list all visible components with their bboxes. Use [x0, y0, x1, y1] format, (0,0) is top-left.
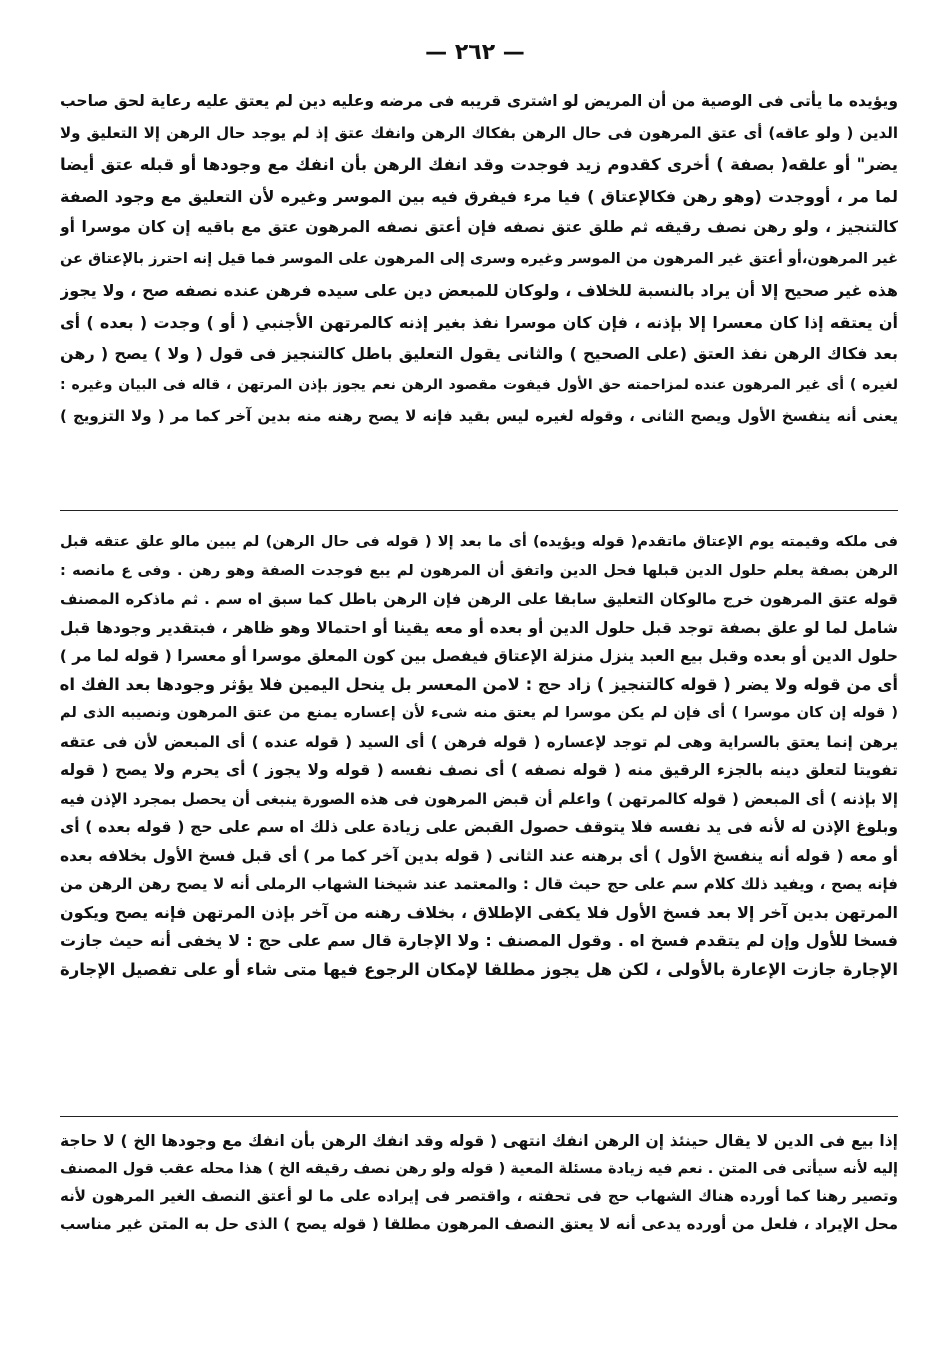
commentary-line: الرهن بصفة يعلم حلول الدين قبلها فحل الدين واتفق أن المرهون لم يبع فوجدت الصفة وهو رهن . وفى ع مانصه : — [60, 562, 898, 579]
commentary-line: قوله عتق المرهون خرج مالوكان التعليق سابقا على الرهن فإن الرهن باطل كما سبق اه سم . ثم ماذكره المصنف — [60, 590, 898, 608]
commentary-block — [60, 528, 898, 984]
main-text-line: يعنى أنه ينفسخ الأول ويصح الثانى ، وقوله لغيره ليس بقيد فإنه لا يصح رهنه منه بدين آخر كما مر ( ولا التزويج ) — [60, 407, 898, 425]
main-text-line: غير المرهون،أو أعتق غير المرهون من الموسر وغيره وسرى إلى المرهون على الموسر فما قيل إنه احترز بالإعتاق عن — [60, 250, 898, 267]
commentary-line: شامل لما لو علق بصفة توجد قبل حلول الدين أو بعده أو معه يقينا أو احتمالا وهو ظاهر ، فبتقدير وجودها قبل — [60, 618, 898, 637]
commentary-line: فى ملكه وقيمته يوم الإعتاق ماتقدم( قوله ويؤيده) أى ما بعد إلا ( قوله فى حال الرهن) لم يبين مالو علق عتقه قبل — [60, 534, 898, 550]
main-text-line: لغيره ) أى غير المرهون عنده لمزاحمته حق الأول فيفوت مقصود الرهن نعم يجوز بإذن المرتهن ، قاله فى البيان وغيره : — [60, 376, 898, 393]
commentary-line: أو معه ( قوله أنه ينفسخ الأول ) أى برهنه عند الثانى ( قوله بدين آخر كما مر ) أى قبل فسخ الأول بخلافه بعده — [60, 846, 898, 865]
main-text-line: يضر" أو علقه( بصفة ) أخرى كقدوم زيد فوجدت وقد انفك الرهن بأن انفك مع وجودها أو قبله عتق أيضا — [60, 155, 898, 174]
commentary-line: يرهن إنما يعتق بالسراية وهى لم توجد لإعساره ( قوله فرهن ) أى السيد ( قوله عنده ) أى المبعض لأن فى عتقه — [60, 732, 898, 751]
main-text-line: الدين ( ولو عاقه) أى عتق المرهون فى حال الرهن بفكاك الرهن وانفك عتق إذ لم يوجد حال الرهن إلا التعليق ولا — [60, 123, 898, 142]
footnote-line: إليه لأنه سيأتى فى المتن . نعم فيه زيادة مسئلة المعية ( قوله ولو رهن نصف رقيقه الخ ) هذا محله عقب قول المصنف — [60, 1160, 898, 1177]
footnote-line: وتصير رهنا كما أورده هناك الشهاب حج فى تحفته ، واقتصر فى إيراده على ما لو أعتق النصف الغير المرهون لأنه — [60, 1187, 898, 1205]
commentary-line: إلا بإذنه ) أى المبعض ( قوله كالمرتهن ) واعلم أن قبض المرهون فى هذه الصورة ينبغى أن يحصل بمجرد الإذن فيه — [60, 789, 898, 808]
main-text-line: ويؤيده ما يأتى فى الوصية من أن المريض لو اشترى قريبه فى مرضه وعليه دين لم يعتق عليه رعاية لحق صاحب — [60, 92, 898, 110]
commentary-line: الإجارة جازت الإعارة بالأولى ، لكن هل يجوز مطلقا لإمكان الرجوع فيها متى شاء أو على تفصيل الإجارة — [60, 959, 898, 979]
commentary-line: المرتهن بدين آخر إلا بعد فسخ الأول فلا يكفى الإطلاق ، بخلاف رهنه من آخر بإذن المرتهن فإنه يصح ويكون — [60, 902, 898, 922]
section-divider — [60, 510, 898, 511]
main-text-line: أن يعتقه إذا كان معسرا إلا بإذنه ، فإن كان موسرا نفذ بغير إذنه كالمرتهن الأجنبي ( أو ) وجدت ( بعده ) أى — [60, 312, 898, 332]
commentary-line: حلول الدين أو بعده وقبل بيع العبد ينزل منزلة الإعتاق فيفصل بين كون المعلق موسرا أو معسرا ( قوله لما مر ) — [60, 647, 898, 665]
footnote-line: محل الإيراد ، فلعل من أورده يدعى أنه لا يعتق النصف المرهون مطلقا ( قوله يصح ) الذى حل به المتن غير مناسب — [60, 1214, 898, 1233]
main-text-block — [60, 86, 898, 433]
footnote-line: إذا بيع فى الدين لا يقال حينئذ إن الرهن انفك انتهى ( قوله وقد انفك الرهن بأن انفك مع وجودها الخ ) لا حاجة — [60, 1132, 898, 1150]
commentary-line: ( قوله إن كان موسرا ) أى فإن لم يكن موسرا لم يعتق منه شىء لأن إعساره يمنع من عتق المرهون ونصيبه الذى لم — [60, 705, 898, 721]
commentary-line: فسخا للأول وإن لم يتقدم فسخ اه . وقول المصنف : ولا الإجارة قال سم على حج : لا يخفى أنه حيث جازت — [60, 931, 898, 950]
section-divider — [60, 1116, 898, 1117]
footnote-block — [60, 1128, 898, 1238]
commentary-line: تفويتا لتعلق دينه بالجزء الرقيق منه ( قوله نصفه ) أى نصف نفسه ( قوله ولا يجوز ) أى يحرم ولا يصح ( قوله — [60, 761, 898, 779]
main-text-line: هذه غير صحيح إلا أن يراد بالنسبة للخلاف ، ولوكان للمبعض دين على سيده فرهن عنده نصفه صح ، ولا يجوز — [60, 281, 898, 300]
commentary-line: أى من قوله ولا يضر ( قوله كالتنجيز ) زاد حج : لامن المعسر بل ينحل اليمين فلا يؤثر وجودها بعد الفك اه — [60, 674, 898, 694]
main-text-line: كالتنجيز ، ولو رهن نصف رقيقه ثم طلق عتق نصفه فإن أعتق نصفه المرهون عتق مع باقيه إن كان موسرا أو — [60, 218, 898, 236]
commentary-line: وبلوغ الإذن له لأنه فى يد نفسه فلا يتوقف حصول القبض على زيادة على ذلك اه سم على حج ( قوله بعده ) أى — [60, 818, 898, 836]
main-text-line: بعد فكاك الرهن نفذ العتق (على الصحيح ) والثانى يقول التعليق باطل كالتنجيز فى قول ( ولا ) يصح ( رهن — [60, 344, 898, 363]
commentary-line: فإنه يصح ، ويفيد ذلك كلام سم على حج حيث قال : والمعتمد عند شيخنا الشهاب الرملى أنه لا يصح رهن الرهن من — [60, 875, 898, 893]
page-number: — ٢٦٢ — — [425, 40, 525, 65]
main-text-line: لما مر ، أووجدت (وهو رهن فكالإعتاق ) فيا مرء فيفرق فيه بين الموسر وغيره لأن التعليق مع وجود الصفة — [60, 186, 898, 206]
